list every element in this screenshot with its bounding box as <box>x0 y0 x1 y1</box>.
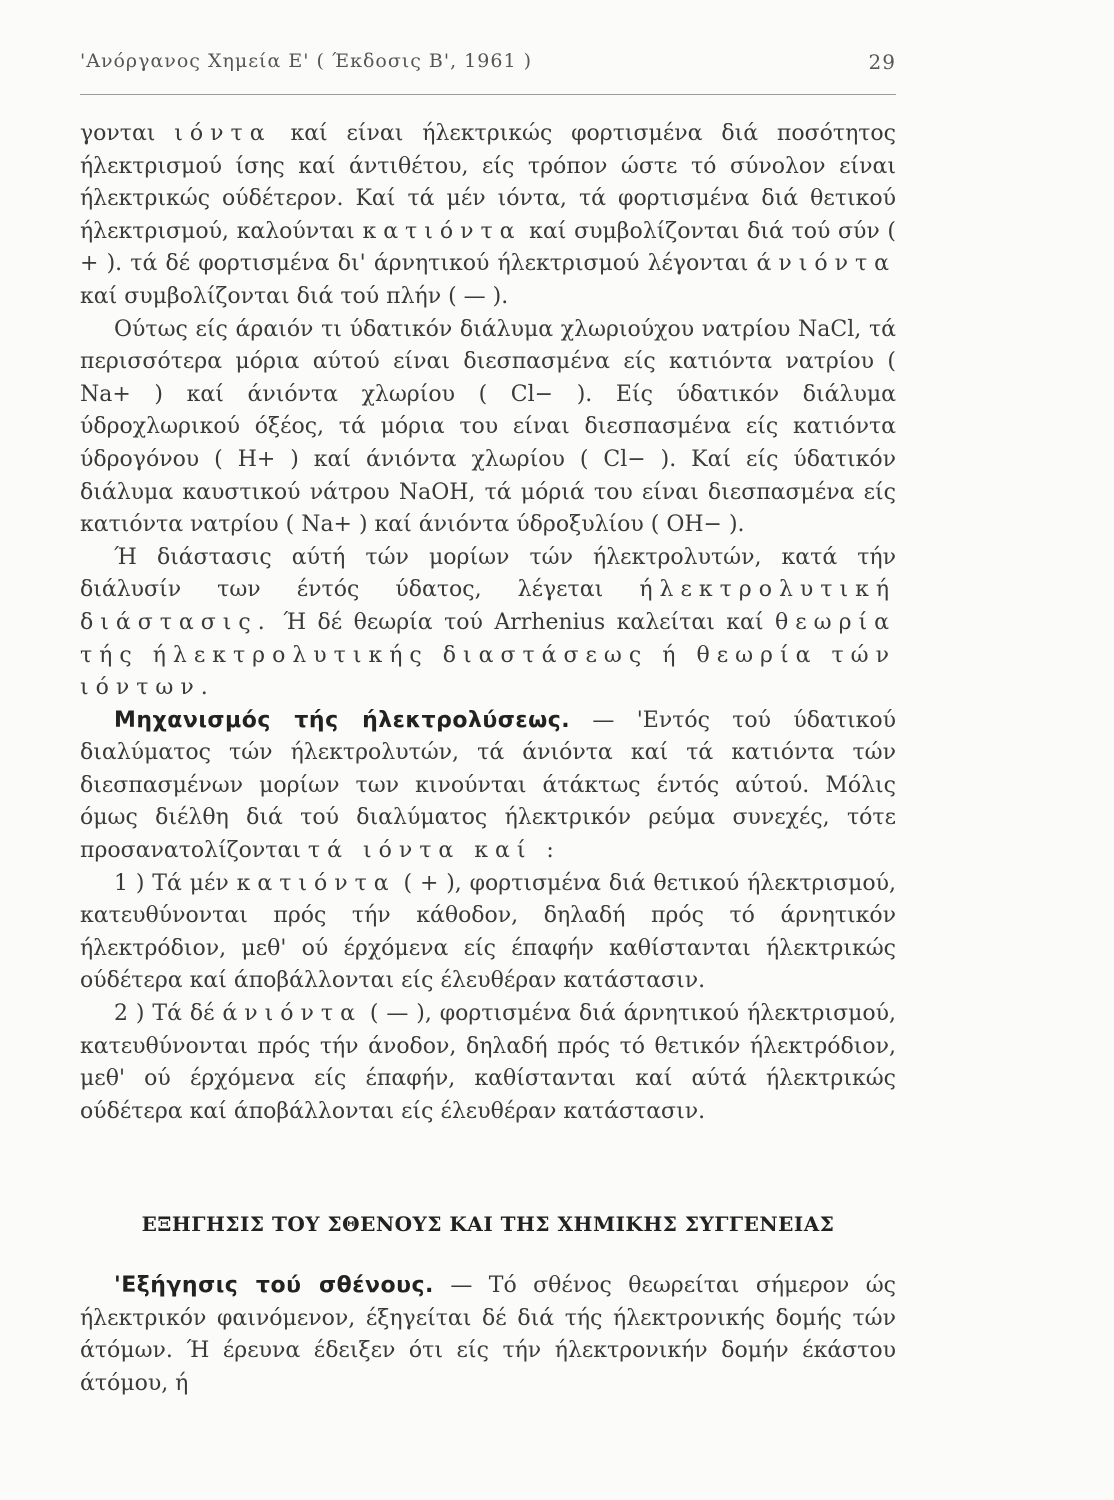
text-run: καί είναι ήλεκτρικώς φορτισμένα διά ποσότητος ήλεκτρισμού ίσης καί άντιθέτου, είς τρόπον ώστε τό σύνολον είναι ήλεκτρικώς ούδέτερον. Καί τά μέν ιόντα, τά φορτισμένα διά θετικού ήλεκτρισμού, καλούνται <box>80 121 896 244</box>
text-run: ( — ), φορτισμένα διά άρνητικού ήλεκτρισμού, κατευθύνονται πρός τήν άνοδον, δηλαδή πρός τό θετικόν ήλεκτρόδιον, μεθ' ού έρχόμενα είς έπαφήν, καθίστανται καί αύτά ήλεκτρικώς ούδέτερα καί άποβάλλονται είς έλευθέραν κατάστασιν. <box>80 1001 896 1124</box>
running-header <box>80 48 896 95</box>
paragraph-examples: Ούτως είς άραιόν τι ύδατικόν διάλυμα χλωριούχου νατρίου NaCl, τά περισσότερα μόρια αύτού είναι διεσπασμένα είς κατιόντα νατρίου ( Na+ ) καί άνιόντα χλωρίου ( Cl− ). Είς ύδατικόν διάλυμα ύδροχλωρικού όξέος, τά μόρια του είναι διεσπασμένα είς κατιόντα ύδρογόνου ( H+ ) καί άνιόντα χλωρίου ( Cl− ). Καί είς ύδατικόν διάλυμα καυστικού νάτρου NaOH, τά μόριά του είναι διεσπασμένα είς κατιόντα νατρίου ( Na+ ) καί άνιόντα ύδροξυλίου ( OH− ). <box>80 316 896 538</box>
paragraph-mechanism <box>80 705 896 868</box>
inline-heading: 'Εξήγησις τού σθένους. <box>114 1273 434 1298</box>
spaced-term: τά ιόντα καί : <box>307 838 561 864</box>
text-run: 1 ) Τά μέν <box>114 870 237 896</box>
text-run: — 'Εντός τού ύδατικού διαλύματος τών ήλεκτρολυτών, τά άνιόντα καί τά κατιόντα τών διεσπασμένων μορίων των κινούνται άτάκτως έντός αύτού. Μόλις όμως διέλθη διά τού διαλύματος ήλεκτρικόν ρεύμα συνεχές, τότε προσανατολίζονται <box>80 707 896 864</box>
text-run: καί συμβολίζονται διά τού σύν ( + ). τά δέ φορτισμένα δι' άρνητικού ήλεκτρισμού λέγονται <box>80 218 896 277</box>
spaced-term: ιόντα <box>174 121 272 146</box>
spaced-term: κατιόντα <box>362 218 522 244</box>
spaced-term: θεωρία τής ήλεκτρολυτικής διαστάσεως ή θεωρία τών ιόντων. <box>80 609 896 701</box>
spaced-term: άνιόντα <box>222 1001 362 1027</box>
spaced-term: κατιόντα <box>236 870 396 896</box>
spaced-term: άνιόντα <box>756 251 896 277</box>
paragraph-continued <box>80 118 896 314</box>
running-title: 'Ανόργανος Χημεία Ε' ( Έκδοσις Β', 1961 ) <box>80 50 532 72</box>
text-run: Ή διάστασις αύτή τών μορίων τών ήλεκτρολυτών, κατά τήν διάλυσίν των έντός ύδατος, λέγεται <box>80 544 896 603</box>
text-run: καί συμβολίζονται διά τού πλήν ( — ). <box>80 283 509 309</box>
spaced-term: ήλεκτρολυτική διάστασις. <box>80 577 896 635</box>
paragraph-dissociation <box>80 542 896 705</box>
section-heading: ΕΞΗΓΗΣΙΣ ΤΟΥ ΣΘΕΝΟΥΣ ΚΑΙ ΤΗΣ ΧΗΜΙΚΗΣ ΣΥΓΓΕΝΕΙΑΣ <box>141 1212 835 1236</box>
text-run: — Τό σθένος θεωρείται σήμερον ώς ήλεκτρικόν φαινόμενον, έξηγείται δέ διά τής ήλεκτρονικής δομής τών άτόμων. Ή έρευνα έδειξεν ότι είς τήν ήλεκτρονικήν δομήν έκάστου άτόμου, ή <box>80 1273 896 1396</box>
text-run: ( + ), φορτισμένα διά θετικού ήλεκτρισμού, κατευθύνονται πρός τήν κάθοδον, δηλαδή πρός τό άρνητικόν ήλεκτρόδιον, μεθ' ού έρχόμενα είς έπαφήν καθίστανται ήλεκτρικώς ούδέτερα καί άποβάλλονται είς έλευθέραν κατάστασιν. <box>80 870 896 994</box>
list-item-cations <box>80 868 896 998</box>
page-number: 29 <box>868 50 896 74</box>
text-run: Ή δέ θεωρία τού Arrhenius καλείται καί <box>271 609 775 635</box>
inline-heading: Μηχανισμός τής ήλεκτρολύσεως. <box>114 707 571 733</box>
text-run: γονται <box>80 121 175 146</box>
paragraph-valence <box>80 1270 896 1400</box>
section-text <box>80 1270 896 1400</box>
text-run: 2 ) Τά δέ <box>114 1001 223 1027</box>
main-text <box>80 118 896 1128</box>
list-item-anions <box>80 998 896 1128</box>
